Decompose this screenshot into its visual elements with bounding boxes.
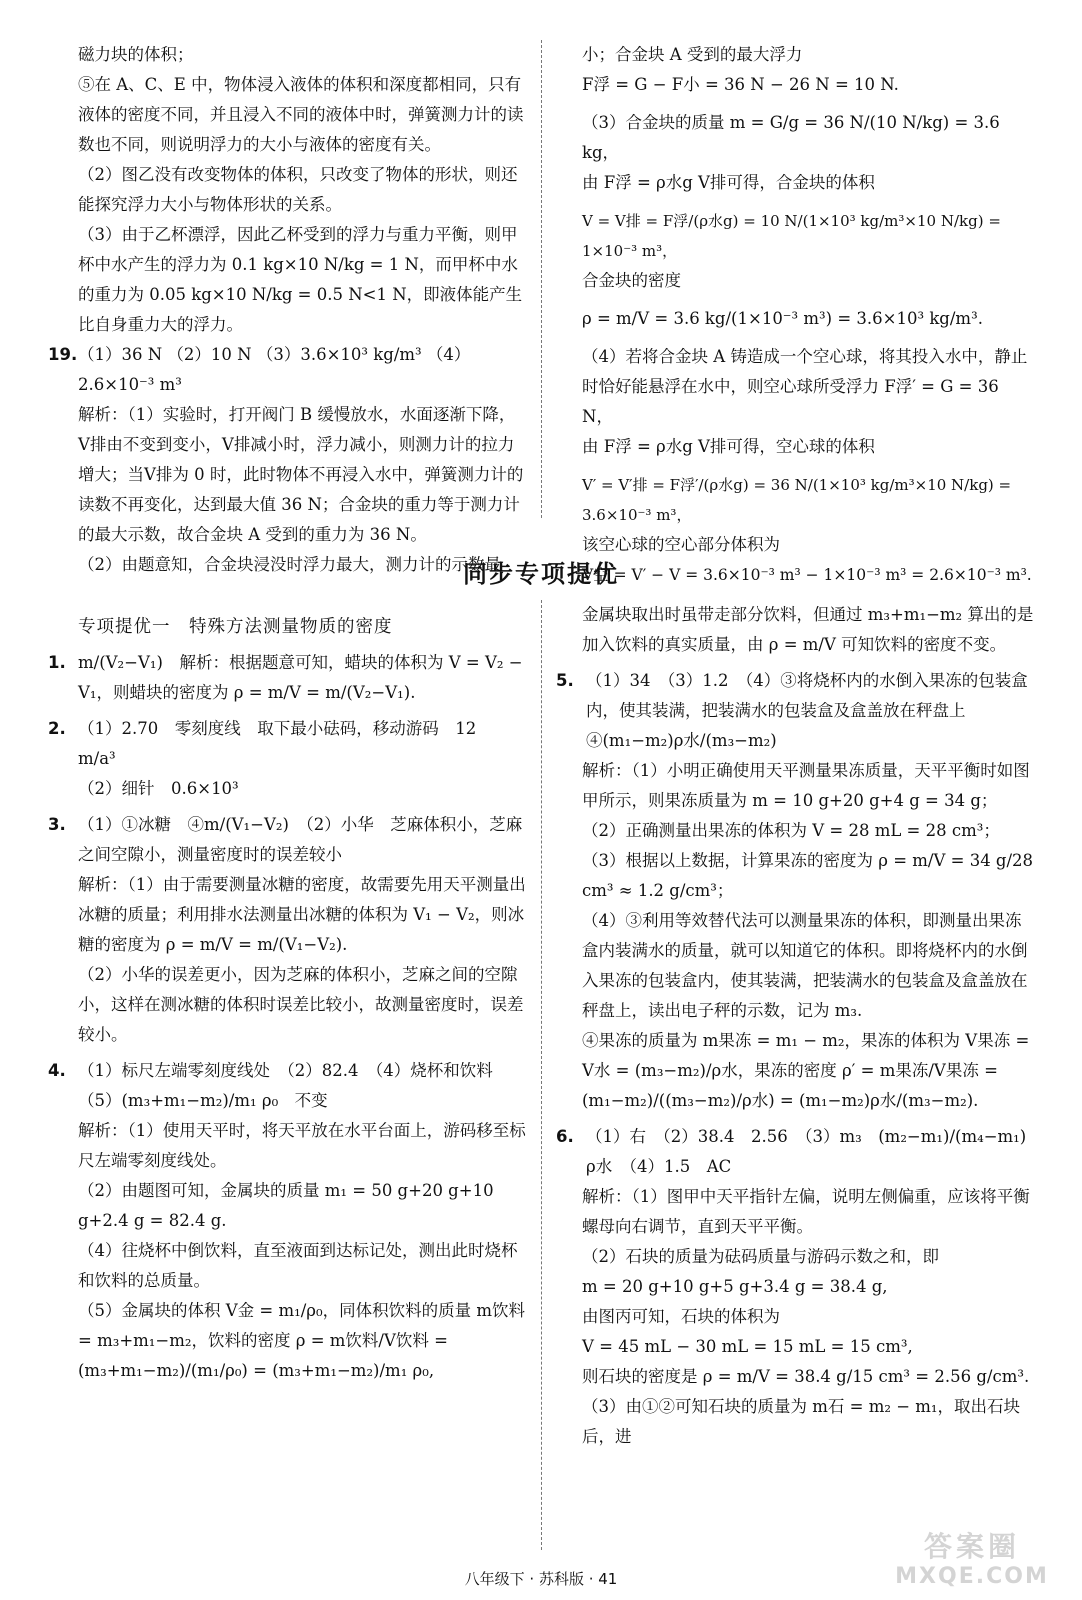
formula-line: V = 45 mL − 30 mL = 15 mL = 15 cm³, — [582, 1337, 913, 1356]
formula-line: V′ = V′排 = F浮′/(ρ水g) = 36 N/(1×10³ kg/m³×10 N/kg) = 3.6×10⁻³ m³， — [582, 476, 1012, 524]
question-number: 4. — [48, 1061, 66, 1080]
paragraph: （2）细针 0.6×10³ — [78, 779, 239, 798]
question-text: m/(V₂−V₁) 解析：根据题意可知，蜡块的体积为 V = V₂ − V₁，则蜡块的密度为 ρ = m/V = m/(V₂−V₁). — [78, 653, 523, 702]
paragraph: 小；合金块 A 受到的最大浮力 — [582, 45, 803, 64]
subsection-title: 专项提优一 特殊方法测量物质的密度 — [78, 617, 393, 637]
watermark-url: MXQE.COM — [895, 1564, 1049, 1589]
question-number: 3. — [48, 815, 66, 834]
bottom-right-column — [556, 600, 1034, 1452]
paragraph: 由 F浮 = ρ水g V排可得，空心球的体积 — [582, 437, 875, 456]
paragraph: （4）若将合金块 A 铸造成一个空心球，将其投入水中，静止时恰好能悬浮在水中，则空心球所受浮力 F浮′ = G = 36 N， — [582, 347, 1028, 426]
paragraph: （2）正确测量出果冻的体积为 V = 28 mL = 28 cm³； — [582, 821, 1000, 840]
paragraph: （4）③利用等效替代法可以测量果冻的体积，即测量出果冻盒内装满水的质量，就可以知道它的体积。即将烧杯内的水倒入果冻的包装盒内，使其装满，把装满水的包装盒及盒盖放在秤盘上，读出电子秤的示数，记为 m₃. — [582, 911, 1028, 1020]
paragraph: （3）由①②可知石块的质量为 m石 = m₂ − m₁，取出石块后，进 — [582, 1397, 1021, 1446]
paragraph: 由 F浮 = ρ水g V排可得，合金块的体积 — [582, 173, 875, 192]
question-number: 6. — [556, 1127, 574, 1146]
formula-line: F浮 = G − F小 = 36 N − 26 N = 10 N. — [582, 75, 899, 94]
paragraph: 金属块取出时虽带走部分饮料，但通过 m₃+m₁−m₂ 算出的是加入饮料的真实质量，由 ρ = m/V 可知饮料的密度不变。 — [582, 605, 1034, 654]
section-title: 同步专项提优 — [463, 560, 619, 588]
paragraph: 解析：（1）实验时，打开阀门 B 缓慢放水，水面逐渐下降，V排由不变到变小，V排减小时，浮力减小，则测力计的拉力增大；当V排为 0 时，此时物体不再浸入水中，弹簧测力计的读数不再变化，达到最大值 36 N；合金块的重力等于测力计的最大示数，故合金块 A 受到的重力为 36 N。 — [78, 405, 524, 544]
question-1 — [48, 648, 526, 708]
question-answer: （1）36 N （2）10 N （3）3.6×10³ kg/m³ （4）2.6×10⁻³ m³ — [78, 345, 471, 394]
paragraph: ④果冻的质量为 m果冻 = m₁ − m₂，果冻的体积为 V果冻 = V水 = (m₃−m₂)/ρ水，果冻的密度 ρ′ = m果冻/V果冻 = (m₁−m₂)/((m₃−m₂)/ρ水) = (m₁−m₂)ρ水/(m₃−m₂). — [582, 1031, 1030, 1110]
question-6 — [556, 1122, 1034, 1182]
paragraph: （4）往烧杯中倒饮料，直至液面到达标记处，测出此时烧杯和饮料的总质量。 — [78, 1241, 518, 1290]
watermark-logo — [872, 1530, 1072, 1592]
formula-line: 则石块的密度是 ρ = m/V = 38.4 g/15 cm³ = 2.56 g/cm³. — [582, 1367, 1030, 1386]
paragraph: 解析：（1）由于需要测量冰糖的密度，故需要先用天平测量出冰糖的质量；利用排水法测量出冰糖的体积为 V₁ − V₂，则冰糖的密度为 ρ = m/V = m/(V₁−V₂). — [78, 875, 526, 954]
question-4 — [48, 1056, 526, 1086]
question-text: （1）2.70 零刻度线 取下最小砝码，移动游码 12 m/a³ — [78, 719, 493, 768]
paragraph: 解析：（1）小明正确使用天平测量果冻质量，天平平衡时如图甲所示，则果冻质量为 m = 10 g+20 g+4 g = 34 g； — [582, 761, 1030, 810]
formula-line: V空 = V′ − V = 3.6×10⁻³ m³ − 1×10⁻³ m³ = 2.6×10⁻³ m³. — [582, 566, 1032, 584]
top-right-column — [556, 40, 1034, 590]
bottom-left-column — [48, 612, 526, 1386]
column-divider — [541, 40, 542, 518]
paragraph: （2）石块的质量为砝码质量与游码示数之和，即 — [582, 1247, 939, 1266]
paragraph: （2）由题图可知，金属块的质量 m₁ = 50 g+20 g+10 g+2.4 g = 82.4 g. — [78, 1181, 494, 1230]
question-number: 5. — [556, 671, 574, 690]
paragraph: （2）图乙没有改变物体的体积，只改变了物体的形状，则还能探究浮力大小与物体形状的关系。 — [78, 165, 518, 214]
formula-line: m = 20 g+10 g+5 g+3.4 g = 38.4 g, — [582, 1277, 888, 1296]
question-text: （1）①冰糖 ④m/(V₁−V₂) （2）小华 芝麻体积小，芝麻之间空隙小，测量密度时的误差较小 — [78, 815, 523, 864]
paragraph: 解析：（1）使用天平时，将天平放在水平台面上，游码移至标尺左端零刻度线处。 — [78, 1121, 526, 1170]
column-divider — [541, 600, 542, 1550]
question-number: 2. — [48, 719, 66, 738]
paragraph: 解析：（1）图甲中天平指针左偏，说明左侧偏重，应该将平衡螺母向右调节，直到天平平衡。 — [582, 1187, 1030, 1236]
question-5 — [556, 666, 1034, 756]
formula-line: ρ = m/V = 3.6 kg/(1×10⁻³ m³) = 3.6×10³ kg/m³. — [582, 309, 983, 328]
formula-line: （3）合金块的质量 m = G/g = 36 N/(10 N/kg) = 3.6 kg， — [582, 113, 1000, 162]
paragraph: （3）根据以上数据，计算果冻的密度为 ρ = m/V = 34 g/28 cm³ ≈ 1.2 g/cm³； — [582, 851, 1034, 900]
question-text: （1）34 （3）1.2 （4）③将烧杯内的水倒入果冻的包装盒内，使其装满，把装满水的包装盒及盒盖放在秤盘上 ④(m₁−m₂)ρ水/(m₃−m₂) — [586, 671, 1028, 750]
paragraph: （3）由于乙杯漂浮，因此乙杯受到的浮力与重力平衡，则甲杯中水产生的浮力为 0.1 kg×10 N/kg = 1 N，而甲杯中水的重力为 0.05 kg×10 N/kg = 0.5 N<1 N，即液体能产生比自身重力大的浮力。 — [78, 225, 523, 334]
question-19 — [48, 340, 526, 400]
paragraph: （2）小华的误差更小，因为芝麻的体积小，芝麻之间的空隙小，这样在测冰糖的体积时误差比较小，故测量密度时，误差较小。 — [78, 965, 524, 1044]
question-text: （1）右 （2）38.4 2.56 （3）m₃ (m₂−m₁)/(m₄−m₁) ρ水 （4）1.5 AC — [586, 1127, 1027, 1176]
paragraph: 该空心球的空心部分体积为 — [582, 535, 780, 554]
question-2 — [48, 714, 526, 774]
formula-line: V = V排 = F浮/(ρ水g) = 10 N/(1×10³ kg/m³×10 N/kg) = 1×10⁻³ m³， — [582, 212, 1001, 260]
page-footer: 八年级下 · 苏科版 · 41 — [464, 1570, 618, 1588]
question-3 — [48, 810, 526, 870]
paragraph: 合金块的密度 — [582, 271, 681, 290]
question-text: （1）标尺左端零刻度线处 （2）82.4 （4）烧杯和饮料 — [78, 1061, 493, 1080]
paragraph: （5）(m₃+m₁−m₂)/m₁ ρ₀ 不变 — [78, 1091, 328, 1110]
question-number: 19. — [48, 345, 78, 364]
paragraph: ⑤在 A、C、E 中，物体浸入液体的体积和深度都相同，只有液体的密度不同，并且浸入不同的液体中时，弹簧测力计的读数也不同，则说明浮力的大小与液体的密度有关。 — [78, 75, 524, 154]
paragraph: （5）金属块的体积 V金 = m₁/ρ₀，同体积饮料的质量 m饮料 = m₃+m₁−m₂，饮料的密度 ρ = m饮料/V饮料 = (m₃+m₁−m₂)/(m₁/ρ₀) = (m₃+m₁−m₂)/m₁ ρ₀, — [78, 1301, 525, 1380]
paragraph: 由图丙可知，石块的体积为 — [582, 1307, 780, 1326]
top-left-column — [48, 40, 526, 580]
paragraph: （2）由题意知，合金块浸没时浮力最大，测力计的示数最 — [78, 555, 501, 574]
paragraph: 磁力块的体积； — [78, 45, 194, 64]
question-number: 1. — [48, 653, 66, 672]
watermark-text: 答案圈 — [923, 1530, 1020, 1563]
